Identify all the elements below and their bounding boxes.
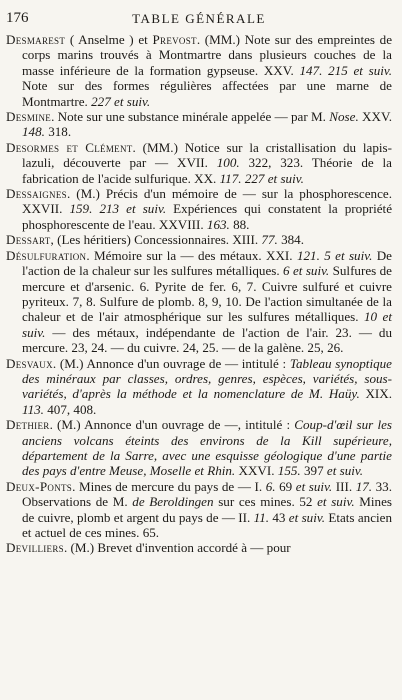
entry-text: 69 [275, 478, 296, 494]
entry-reference: 159. 213 et suiv. [69, 201, 167, 217]
page-header [6, 10, 392, 32]
page-number: 176 [6, 10, 29, 26]
entry-headword: Desvaux [6, 355, 53, 371]
index-entry [6, 248, 392, 356]
index-entry [6, 109, 392, 140]
entry-reference: Nose. [329, 109, 359, 125]
entry-text: . (MM.) Notice sur la cristallisation du lapis-lazuli, découverte par — XVII. [22, 139, 392, 171]
entry-headword: Deux-Ponts [6, 478, 73, 494]
entry-text: . (MM.) Note sur des empreintes de corps marins trouvés à Montmartre dans plusieurs couches de la masse inférieure de la formation gypseuse. XXV. [22, 32, 393, 78]
entry-reference: 163. [206, 216, 230, 232]
entry-text: Sulfures de mercure et d'arsenic. 6. Pyrite de fer. 6, 7. Cuivre sulfuré et cuivre pyriteux. 7, 8. Sulfure de plomb. 8, 9, 10. De l'action simultanée de la chaleur et de l'air atmosphérique sur les sulfures métalliques. [22, 263, 392, 325]
entry-reference: 113. [22, 401, 44, 417]
entry-reference: 100. [216, 155, 240, 171]
index-entry [6, 417, 392, 479]
entry-reference: 11. [253, 509, 270, 525]
entry-text: sur ces mines. 52 [213, 494, 318, 510]
entry-reference: 10 et suiv. [22, 309, 392, 340]
entry-reference: Tableau synoptique des minéraux par classes, ordres, genres, espèces, variétés, sous-variétés, d'après la méthode et la nomenclature de M. Haüy. [22, 355, 392, 402]
entry-text: Etats ancien et actuel de ces mines. 65. [22, 509, 392, 540]
entry-text: Prevost [152, 32, 197, 47]
entry-headword: Désulfuration [6, 247, 87, 263]
entry-text: 384. [277, 232, 304, 248]
entry-reference: 227 et suiv. [91, 93, 151, 109]
entry-reference: 117. 227 et suiv. [219, 170, 304, 186]
entry-text: ( Anselme ) et [65, 32, 153, 47]
entry-text: . Note sur une substance minérale appelée — par M. [51, 109, 330, 125]
entry-headword: Desormes et Clément [6, 139, 133, 155]
index-entry [6, 356, 392, 418]
entry-reference: 6 et suiv. [283, 263, 330, 279]
entry-reference: 17. [355, 478, 373, 494]
entry-text: III. [332, 478, 356, 494]
entry-reference: et suiv. [317, 494, 355, 510]
entry-text: . (M.) Brevet d'invention accordé à — pour [63, 540, 291, 556]
entry-text: Mines de cuivre, plomb et argent du pays de — II. [22, 494, 392, 525]
entry-text: XXVI. [235, 463, 278, 479]
entry-text: XXV. [358, 109, 392, 125]
entry-text: . (M.) Précis d'un mémoire de — sur la phosphorescence. XXVII. [22, 186, 392, 217]
index-entries [6, 32, 392, 556]
index-entry [6, 140, 392, 186]
entry-text: 43 [269, 509, 289, 525]
entry-text: 88. [229, 216, 250, 232]
entry-reference: 147. 215 et suiv. [299, 62, 393, 78]
entry-headword: Desmine [6, 109, 52, 125]
entry-text: Expériences qui constatent la propriété phosphorescente de l'eau. XXVIII. [22, 201, 393, 232]
entry-text: . (M.) Annonce d'un ouvrage de —, intitulé : [49, 417, 295, 433]
entry-reference: 77. [261, 232, 278, 248]
entry-text: 407, 408. [43, 401, 97, 417]
entry-reference: 6. [265, 478, 276, 494]
entry-reference: et suiv. [288, 509, 325, 525]
entry-text: Note sur des formes régulières affectées par une marne de Montmartre. [22, 78, 392, 109]
entry-text: XIX. [359, 386, 392, 402]
entry-reference: 155. [277, 463, 301, 479]
entry-text: — des métaux, indépendante de l'action de l'air. 23. — du mercure. 23, 24. — du cuivre. 24, 25. — de la galène. 25, 26. [22, 324, 392, 356]
entry-headword: Dessart [6, 232, 51, 248]
index-entry [6, 479, 392, 541]
entry-text: 318. [44, 124, 72, 140]
entry-text: . (M.) Annonce d'un ouvrage de — intitulé : [52, 355, 290, 371]
entry-headword: Desmarest [6, 32, 66, 47]
entry-text: 33. Observations de M. [22, 478, 393, 510]
running-head: TABLE GÉNÉRALE [132, 11, 266, 26]
entry-headword: Dessaignes [6, 186, 67, 202]
entry-reference: 121. 5 et suiv. [296, 247, 373, 263]
entry-headword: Dethier [6, 417, 50, 433]
entry-text: De l'action de la chaleur sur les sulfures métalliques. [22, 247, 392, 279]
index-entry [6, 232, 392, 247]
entry-reference: et suiv. [326, 463, 364, 479]
entry-text: 397 [300, 463, 327, 479]
entry-reference: Coup-d'œil sur les anciens volcans éteints des environs de la Kill supérieure, département de la Sarre, avec une esquisse géologique d'une partie des pays d'entre Meuse, Moselle et Rhin. [22, 417, 392, 479]
entry-reference: et suiv. [295, 478, 333, 494]
entry-text: 322, 323. Théorie de la fabrication de l'acide sulfurique. XX. [22, 155, 392, 186]
index-entry [6, 32, 392, 109]
index-entry [6, 540, 392, 555]
entry-headword: Devilliers [6, 540, 64, 556]
index-entry [6, 186, 392, 232]
entry-reference: de Beroldingen [132, 494, 214, 510]
entry-text: . Mémoire sur la — des métaux. XXI. [86, 247, 297, 263]
entry-text: , (Les héritiers) Concessionnaires. XIII. [50, 232, 262, 248]
entry-reference: 148. [22, 124, 45, 140]
entry-text: . Mines de mercure du pays de — I. [72, 478, 266, 494]
